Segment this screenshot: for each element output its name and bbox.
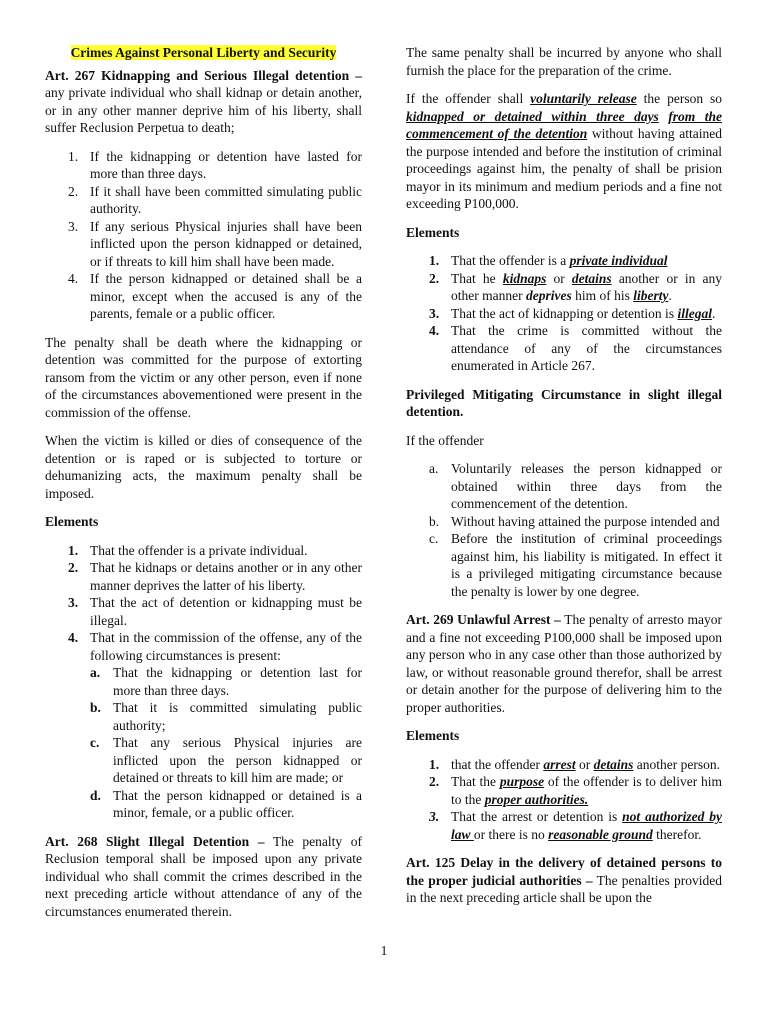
right-column — [406, 44, 722, 918]
list-item: 4. That the crime is committed without the attendance of any of the circumstances enumerated in Article 267. — [429, 323, 722, 373]
same-penalty-paragraph: The same penalty shall be incurred by anyone who shall furnish the place for the preparation of the crime. — [406, 45, 722, 78]
elements-heading: Elements — [45, 514, 99, 529]
art268-heading: Art. 268 Slight Illegal Detention – — [45, 833, 265, 849]
list-item: 3. That the arrest or detention is not authorized by law or there is no reasonable ground therefor. — [429, 809, 722, 842]
page-number: 1 — [380, 943, 388, 958]
list-item: 1. That the offender is a private individual. — [68, 542, 308, 558]
list-item: 1. That the offender is a private individual — [429, 253, 668, 268]
elements-heading-art269: Elements — [406, 728, 460, 743]
list-item: 2. If it shall have been committed simulating public authority. — [68, 183, 362, 216]
left-column — [45, 44, 362, 931]
privileged-list — [406, 460, 722, 600]
list-item: 3. If any serious Physical injuries shall have been inflicted upon the person kidnapped or detained, or if threats to kill him shall have been made. — [68, 218, 362, 269]
list-item: a. That the kidnapping or detention last for more than three days. — [90, 665, 362, 698]
list-item: 2. That he kidnaps or detains another or in any other manner deprives the latter of his liberty. — [68, 560, 362, 593]
list-item: d. That the person kidnapped or detained is a minor, female, or a public officer. — [90, 787, 362, 820]
penalty-death-paragraph: The penalty shall be death where the kidnapping or detention was committed for the purpose of extorting ransom from the victim or any other person, even if none of the circumstances abovementioned were present in the commission of the offense. — [45, 334, 362, 420]
art267-circumstances-list — [45, 148, 362, 323]
list-item: 1. If the kidnapping or detention have lasted for more than three days. — [68, 148, 362, 181]
list-item: 4. If the person kidnapped or detained shall be a minor, except when the accused is any of the parents, female or a public officer. — [68, 271, 362, 321]
sub-elements-list — [90, 664, 362, 822]
art267-paragraph: Art. 267 Kidnapping and Serious Illegal detention – any private individual who shall kidnap or detain another, or in any other manner deprive him of his liberty, shall suffer Reclusion Perpetua to death; — [45, 67, 362, 135]
list-item: b. Without having attained the purpose intended and — [429, 513, 720, 529]
list-item: 4. That in the commission of the offense, any of the following circumstances is present: a. That the kidnapping or detention last for more than three days. b. That it is committed simulating public authority; c. That any serious Physical injuries are inflicted upon the person kidnapped or detained or threats to kill him are made; or d. That the person kidnapped or detained is a minor, female, or a public officer. — [68, 630, 362, 820]
art269-heading: Art. 269 Unlawful Arrest – — [406, 612, 561, 627]
list-item: 3. That the act of kidnapping or detention is illegal. — [429, 305, 716, 321]
elements-list — [45, 542, 362, 822]
list-item: 2. That he kidnaps or detains another or in any other manner deprives him of his liberty. — [429, 270, 723, 303]
if-offender-text: If the offender — [406, 432, 484, 448]
list-item: 1. that the offender arrest or detains another person. — [429, 756, 720, 772]
art267-heading: Art. 267 Kidnapping and Serious Illegal detention – — [45, 67, 362, 83]
art268-paragraph: Art. 268 Slight Illegal Detention – The penalty of Reclusion temporal shall be imposed upon any private individual who shall commit the crimes described in the next preceding article without attendance of any of the circumstances enumerated therein. — [45, 833, 362, 919]
list-item: b. That it is committed simulating public authority; — [90, 700, 362, 733]
unlawful-arrest-elements-list — [406, 756, 722, 844]
art125-paragraph: Art. 125 Delay in the delivery of detained persons to the proper judicial authorities – The penalties provided in the next preceding article shall be upon the — [406, 855, 722, 905]
art125-heading: Art. 125 Delay in the delivery of detained persons to the proper judicial authorities – — [406, 855, 722, 888]
list-item: c. That any serious Physical injuries are inflicted upon the person kidnapped or detained or threats to kill him are made; or — [90, 735, 362, 785]
list-item: 3. That the act of detention or kidnapping must be illegal. — [68, 595, 362, 628]
voluntary-release-paragraph: If the offender shall voluntarily release the person so kidnapped or detained within three days from the commencement of the detention without having attained the purpose intended and before the institution of criminal proceedings against him, the penalty of shall be prision mayor in its minimum and medium periods and a fine not exceeding P100,000. — [406, 91, 722, 211]
section-title: Crimes Against Personal Liberty and Security — [70, 45, 337, 60]
list-item: a. Voluntarily releases the person kidnapped or obtained within three days from the commencement of the detention. — [429, 461, 722, 511]
list-item: 2. That the purpose of the offender is to deliver him to the proper authorities. — [429, 774, 723, 807]
art269-paragraph: Art. 269 Unlawful Arrest – The penalty of arresto mayor and a fine not exceeding P100,000 shall be imposed upon any person who in any case other than those authorized by law, or without reasonable ground therefor, shall be arrest or detain another for the purpose of delivering him to the proper authorities. — [406, 612, 722, 715]
victim-killed-paragraph: When the victim is killed or dies of consequence of the detention or is raped or is subjected to torture or dehumanizing acts, the maximum penalty shall be imposed. — [45, 433, 362, 501]
slight-detention-elements-list — [406, 252, 722, 375]
list-item: c. Before the institution of criminal proceedings against him, his liability is mitigated. In effect it is a privileged mitigating circumstance because the penalty is lower by one degree. — [429, 531, 722, 599]
privileged-heading: Privileged Mitigating Circumstance in slight illegal detention. — [406, 386, 722, 419]
elements-heading-right: Elements — [406, 224, 460, 240]
